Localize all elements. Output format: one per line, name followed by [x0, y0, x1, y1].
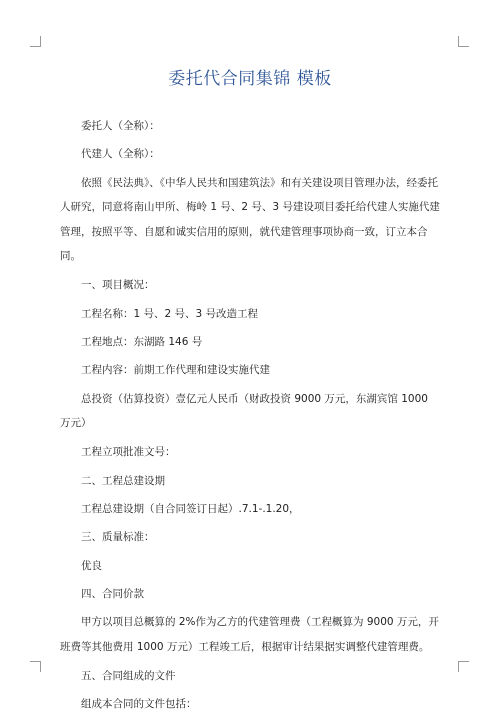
heading-project-overview: 一、项目概况： — [81, 279, 155, 292]
heading-contract-documents: 五、合同组成的文件 — [81, 669, 176, 682]
heading-contract-price: 四、合同价款 — [81, 588, 144, 601]
paragraph-project-location: 工程地点：东湖路 146 号 — [81, 335, 203, 348]
paragraph-project-name: 工程名称：1 号、2 号、3 号改造工程 — [81, 307, 259, 320]
document-body — [60, 114, 441, 721]
paragraph-construction-period: 工程总建设期（自合同签订日起）.7.1-.1.20， — [81, 502, 300, 515]
paragraph-approval-number: 工程立项批准文号： — [81, 446, 176, 459]
heading-quality-standard: 三、质量标准： — [81, 531, 155, 544]
crop-mark-bottom-left — [30, 661, 41, 672]
paragraph-quality-standard: 优良 — [81, 559, 102, 572]
paragraph-total-investment: 总投资（估算投资）壹亿元人民币（财政投资 9000 万元，东湖宾馆 1000 万元） — [60, 392, 428, 430]
heading-construction-period: 二、工程总建设期 — [81, 474, 165, 487]
crop-mark-top-right — [458, 36, 469, 47]
paragraph-contract-documents: 组成本合同的文件包括： — [81, 698, 197, 711]
paragraph-contract-price: 甲方以项目总概算的 2%作为乙方的代建管理费（工程概算为 9000 万元，开班费等其他费用 1000 万元）工程竣工后，根据审计结果据实调整代建管理费。 — [60, 616, 439, 653]
crop-mark-top-left — [30, 36, 41, 47]
document-title: 委托代合同集锦 模板 — [168, 69, 332, 89]
paragraph-preamble: 依照《民法典》、《中华人民共和国建筑法》和有关建设项目管理办法，经委托人研究，同意将南山甲所、梅岭 1 号、2 号、3 号建设项目委托给代建人实施代建管理，按照平等、自愿和诚实信用的原则，就代建管理事项协商一致，订立本合同。 — [60, 176, 440, 263]
paragraph-project-content: 工程内容：前期工作代理和建设实施代建 — [81, 364, 270, 377]
paragraph-agent: 代建人（全称）： — [81, 148, 160, 161]
crop-mark-bottom-right — [458, 661, 469, 672]
paragraph-principal: 委托人（全称）： — [81, 120, 160, 132]
